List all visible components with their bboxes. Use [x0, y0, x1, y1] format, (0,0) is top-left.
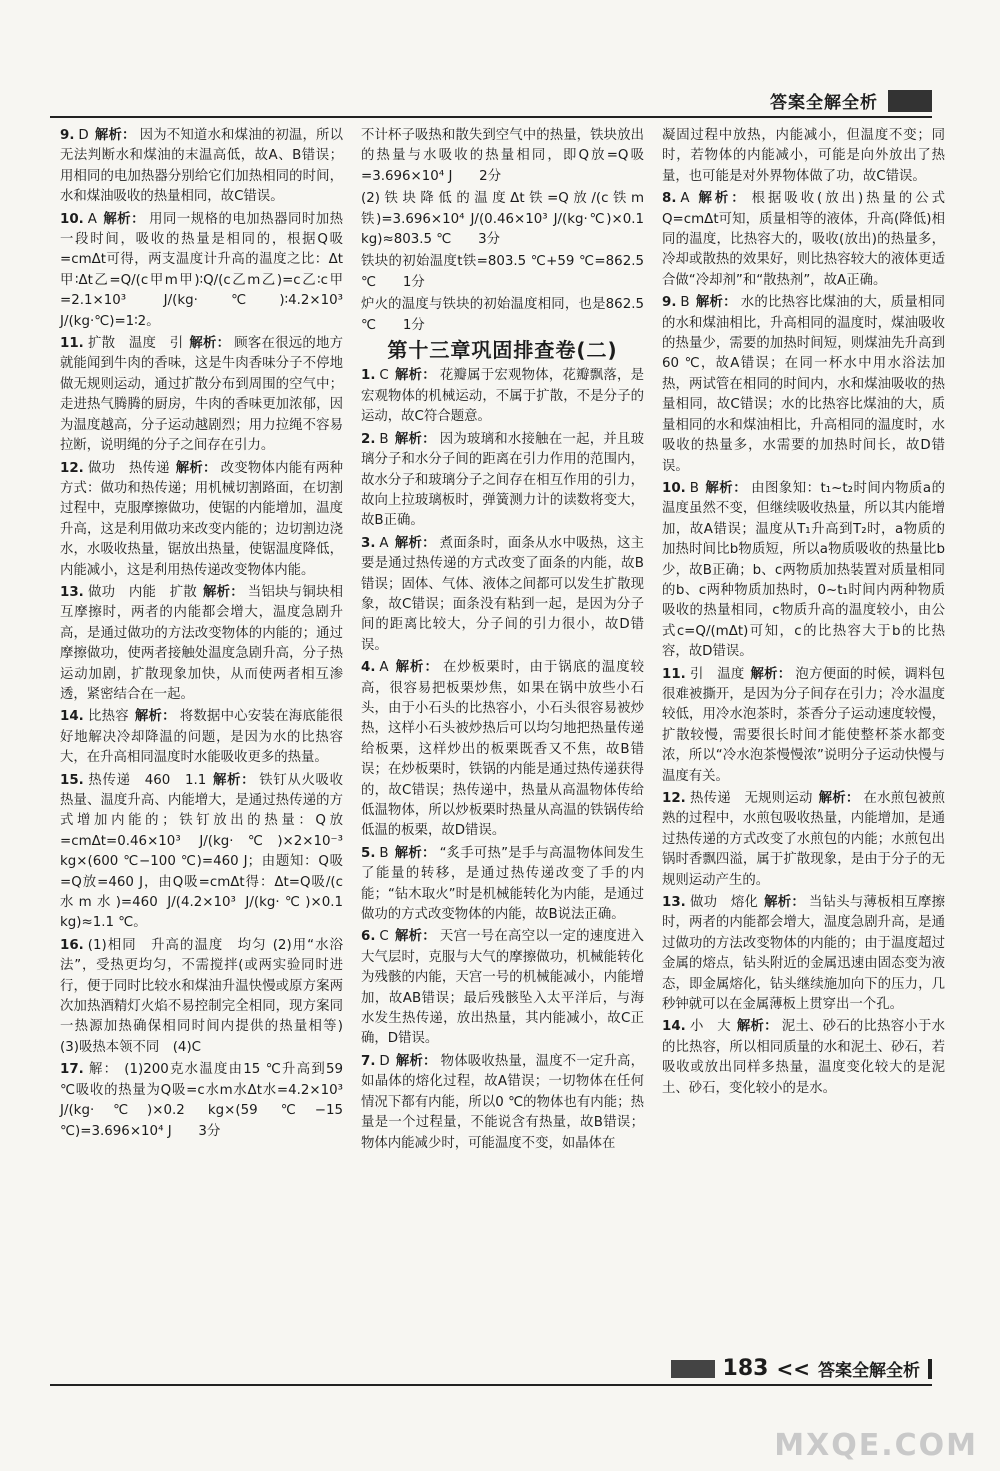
answer-text: (2)铁块降低的温度Δt铁=Q放/(c铁m铁)=3.696×10⁴ J/(0.46×10³ J/(kg·℃)×0.1 kg)≈803.5 ℃ 3分	[361, 191, 644, 248]
column-middle	[361, 126, 644, 1326]
answer-text: 炉火的温度与铁块的初始温度相同，也是862.5 ℃ 1分	[361, 297, 644, 333]
analysis-label: 解析：	[175, 460, 217, 476]
answer-explanation: 泡方便面的时候，调料包很难被撕开，是因为分子间存在引力；冷水温度较低，用冷水泡茶时，茶香分子运动速度较慢，扩散较慢，需要很长时间才能使整杯茶水都变浓，所以“冷水泡茶慢慢浓”说明分子运动快慢与温度有关。	[662, 666, 946, 784]
answer-explanation: 天宫一号在高空以一定的速度进入大气层时，克服与大气的摩擦做功，机械能转化为残骸的内能，天宫一号的机械能减小，内能增加，故AB错误；最后残骸坠入太平洋后，与海水发生热传递，放出热量，其内能减小，故C正确，D错误。	[361, 929, 645, 1047]
answer-key: (1)相同 升高的温度 均匀	[87, 937, 267, 953]
answer-item	[662, 189, 945, 291]
answer-key: 做功 内能 扩散	[87, 584, 197, 600]
answer-text: 凝固过程中放热，内能减小，但温度不变；同时，若物体的内能减小，可能是向外放出了热量，也可能是对外界物体做了功，故C错误。	[662, 128, 945, 184]
answer-key: D	[78, 128, 89, 143]
answer-explanation: “炙手可热”是手与高温物体间发生了能量的转移，是通过热传递改变了手的内能；“钻木取火”时是机械能转化为内能，是通过做功的方式改变物体的内能，故B说法正确。	[361, 845, 645, 923]
analysis-label: 解析：	[394, 845, 436, 861]
analysis-label: 解析：	[212, 772, 256, 788]
answer-key: A	[680, 191, 690, 207]
answer-explanation: 将数据中心安装在海底能很好地解决冷却降温的问题，是因为水的比热容大，在升高相同温度时水能吸收更多的热量。	[60, 709, 344, 766]
answer-text: 不计杯子吸热和散失到空气中的热量，铁块放出的热量与水吸收的热量相同，即Q放=Q吸=3.696×10⁴ J 2分	[361, 128, 644, 184]
question-number: 13.	[60, 584, 84, 600]
analysis-label: 解析：	[764, 895, 805, 911]
answer-item	[361, 927, 644, 1049]
question-number: 2.	[361, 431, 376, 447]
watermark-logo: MXQE.COM	[774, 1428, 978, 1463]
answer-item	[361, 658, 644, 842]
answer-key: 做功 熔化	[689, 895, 759, 911]
header-block	[888, 90, 932, 112]
answer-explanation: 改变物体内能有两种方式：做功和热传递；用机械切割路面，在切割过程中，克服摩擦做功，使锯的内能增加，温度升高，这是利用做功来改变内能的；边切割边浇水，水吸收热量，锯放出热量，使锯温度降低，内能减小，这是利用热传递改变物体内能。	[60, 460, 344, 578]
question-number: 1.	[361, 368, 376, 384]
question-number: 7.	[361, 1053, 376, 1069]
question-number: 5.	[361, 845, 376, 861]
question-number: 11.	[60, 336, 84, 352]
answer-item	[662, 665, 945, 787]
answer-item	[662, 479, 945, 663]
answer-explanation: (1)200克水温度由15 ℃升高到59 ℃吸收的热量为Q吸=c水m水Δt水=4.2×10³ J/(kg·℃)×0.2 kg×(59 ℃−15 ℃)=3.696×10⁴ J 3分	[60, 1062, 344, 1139]
section-title: 第十三章巩固排查卷(二)	[387, 338, 618, 363]
answer-key: B	[379, 431, 389, 447]
footer-end-bar	[928, 1359, 932, 1379]
answer-explanation: 用同一规格的电加热器同时加热一段时间，吸收的热量是相同的，根据Q吸=cmΔt可得，两支温度计升高的温度之比：Δt甲∶Δt乙=Q/(c甲m甲)∶Q/(c乙m乙)=c乙∶c甲=2.1×10³ J/(kg·℃)∶4.2×10³ J/(kg·℃)=1∶2。	[60, 211, 344, 329]
question-number: 4.	[361, 660, 376, 676]
answer-explanation: 由图象知：t₁~t₂时间内物质a的温度虽然不变，但继续吸收热量，所以其内能增加，故A错误；温度从T₁升高到T₂时，a物质的加热时间比b物质短，所以a物质吸收的热量比b少，故B正确；b、c两物质加热装置对质量相同的b、c两种物质加热时，0~t₁时间内两种物质吸收的热量相同，c物质升高的温度较小，由公式c=Q/(mΔt)可知，c的比热容大于b的比热容，故D错误。	[662, 480, 945, 660]
answer-item	[662, 789, 945, 891]
answer-explanation: 因为玻璃和水接触在一起，并且玻璃分子和水分子间的距离在引力作用的范围内，故水分子和玻璃分子之间存在相互作用的引力，故向上拉玻璃板时，弹簧测力计的读数将变大，故B正确。	[361, 431, 645, 529]
question-number: 3.	[361, 535, 376, 551]
analysis-label: 解析：	[695, 295, 737, 311]
answer-item	[662, 293, 945, 477]
answer-key: C	[379, 368, 389, 384]
header-tab	[770, 88, 932, 113]
analysis-label: 解析：	[736, 1019, 778, 1035]
analysis-label: 解析：	[394, 431, 436, 447]
question-number: 10.	[60, 211, 84, 227]
analysis-label: 解析：	[102, 211, 146, 227]
answer-explanation: 在水煎包被煎熟的过程中，水煎包吸收热量，内能增加，是通过热传递的方式改变了水煎包的内能；水煎包出锅时香飘四溢，属于扩散现象，是由于分子的无规则运动产生的。	[662, 791, 946, 888]
answer-key: 引 温度	[689, 666, 745, 682]
question-number: 9.	[662, 295, 677, 311]
footer-bar	[671, 1360, 715, 1378]
question-number: 15.	[60, 772, 84, 788]
analysis-label: 解析：	[394, 929, 436, 945]
analysis-label: 解析：	[695, 191, 748, 207]
answer-text: 铁块的初始温度t铁=803.5 ℃+59 ℃=862.5 ℃ 1分	[361, 254, 644, 290]
answer-key: B	[379, 845, 389, 861]
question-number: 16.	[60, 937, 84, 953]
question-number: 12.	[60, 460, 84, 476]
analysis-label: 解析：	[94, 128, 136, 143]
answer-explanation: (2)用“水浴法”，受热更均匀，不需搅拌(或两实验同时进行，便于同时比较水和煤油升温快慢或原方案两次加热酒精灯火焰不易控制完全相同，现方案同一热源加热确保相同时间内提供的热量相等) (3)吸热本领不同 (4)C	[60, 937, 357, 1055]
question-number: 14.	[60, 709, 84, 725]
header-rule	[50, 116, 932, 118]
answer-explanation: 根据吸收(放出)热量的公式Q=cmΔt可知，质量相等的液体，升高(降低)相同的温度，比热容大的，吸收(放出)的热量多，冷却或散热的效果好，则比热容较大的液体更适合做“冷却剂”和“散热剂”，故A正确。	[662, 191, 945, 288]
analysis-label: 解析：	[704, 480, 748, 496]
answer-key: A	[87, 211, 97, 227]
column-left	[60, 126, 357, 1326]
answer-explanation: 物体吸收热量，温度不一定升高，如晶体的熔化过程，故A错误；一切物体在任何情况下都有内能，所以0 ℃的物体也有内能；热量是一个过程量，不能说含有热量，故B错误；物体内能减少时，可能温度不变，如晶体在	[361, 1053, 645, 1151]
answer-key: 小 大	[689, 1019, 731, 1035]
question-number: 14.	[662, 1019, 686, 1035]
analysis-label: 解析：	[750, 666, 792, 682]
answer-item	[361, 366, 644, 427]
answer-item	[60, 771, 343, 934]
answer-item	[361, 534, 644, 656]
answer-key: 热传递 无规则运动	[689, 791, 813, 806]
answer-item	[60, 459, 343, 581]
question-number: 13.	[662, 895, 686, 911]
answer-item	[361, 1052, 644, 1154]
answer-key: B	[680, 295, 690, 311]
question-number: 12.	[662, 791, 686, 806]
answer-explanation: 因为不知道水和煤油的初温，所以无法判断水和煤油的末温高低，故A、B错误；用相同的电加热器分别给它们加热相同的时间，水和煤油吸收的热量相同，故C错误。	[60, 128, 344, 205]
analysis-label: 解析：	[189, 336, 231, 352]
analysis-label: 解析：	[394, 660, 439, 676]
answer-key: A	[379, 535, 389, 551]
answer-key: 解：	[87, 1062, 119, 1078]
analysis-label: 解析：	[394, 535, 436, 551]
answer-explanation: 顾客在很远的地方就能闻到牛肉的香味，这是牛肉香味分子不停地做无规则运动，通过扩散分布到周围的空气中；走进热气腾腾的厨房，牛肉的香味更加浓郁，因为温度越高，分子运动越剧烈；用力拉绳不容易拉断，说明绳的分子之间存在引力。	[60, 336, 344, 454]
answer-key: 扩散 温度 引	[87, 336, 184, 352]
answer-item	[60, 210, 343, 332]
answer-explanation: 煮面条时，面条从水中吸热，这主要是通过热传递的方式改变了面条的内能，故B错误；固体、气体、液体之间都可以发生扩散现象，故C错误；面条没有粘到一起，是因为分子间的距离比较大，分子间的引力很小，故D错误。	[361, 535, 645, 653]
question-number: 9.	[60, 128, 75, 143]
answer-item	[662, 1017, 945, 1099]
question-number: 11.	[662, 666, 686, 682]
answer-key: C	[379, 929, 389, 945]
footer-rule	[50, 1384, 932, 1386]
question-number: 8.	[662, 191, 677, 207]
question-number: 6.	[361, 929, 376, 945]
answer-explanation: 花瓣属于宏观物体，花瓣飘落，是宏观物体的机械运动，不属于扩散，不是分子的运动，故C符合题意。	[361, 368, 645, 425]
answer-item	[60, 936, 357, 1058]
answer-item	[361, 844, 644, 926]
answer-explanation: 水的比热容比煤油的大，质量相同的水和煤油相比，升高相同的温度时，煤油吸收的热量少，需要的加热时间短，则煤油先升高到60 ℃，故A错误；在同一杯水中用水浴法加热，两试管在相同的时间内，水和煤油吸收的热量相同，故C错误；水的比热容比煤油的大，质量相同的水和煤油相比，升高相同的温度时，水吸收的热量多，水需要的加热时间长，故D错误。	[662, 295, 946, 474]
answer-explanation: 在炒板栗时，由于锅底的温度较高，很容易把板栗炒焦，如果在锅中放些小石头，由于小石头的比热容小，小石头很容易被炒热，这样小石头被炒热后可以均匀地把热量传递给板栗，这样炒出的板栗既香又不焦，故B错误；在炒板栗时，铁锅的内能是通过热传递获得的，故C错误；热传递中，热量从高温物体传给低温物体，所以炒板栗时热量从高温的铁锅传给低温的板栗，故D错误。	[361, 660, 645, 839]
footer-label: 答案全解全析	[818, 1361, 920, 1381]
answer-columns	[60, 126, 945, 1326]
analysis-label: 解析：	[134, 709, 176, 725]
chevrons-icon: <<	[776, 1356, 810, 1381]
answer-explanation: 当钻头与薄板相互摩擦时，两者的内能都会增大，温度急剧升高，是通过做功的方法改变物体的内能的；由于温度超过金属的熔点，钻头附近的金属迅速由固态变为液态，即金属熔化，钻头继续施加向下的压力，几秒钟就可以在金属薄板上贯穿出一个孔。	[662, 895, 946, 1013]
answer-key: 热传递 460 1.1	[87, 772, 207, 788]
answer-explanation: 铁钉从火吸收热量、温度升高、内能增大，是通过热传递的方式增加内能的；铁钉放出的热量：Q放=cmΔt=0.46×10³ J/(kg·℃)×2×10⁻³ kg×(600 ℃−100 ℃)=460 J；由题知：Q吸=Q放=460 J，由Q吸=cmΔt得：Δt=Q吸/(c水m水)=460 J/(4.2×10³ J/(kg·℃)×0.1 kg)≈1.1 ℃。	[60, 772, 343, 931]
answer-item	[60, 1060, 343, 1142]
page-number: 183	[722, 1356, 769, 1381]
answer-key: A	[379, 660, 389, 676]
answer-item	[361, 430, 644, 532]
answer-key: 比热容	[87, 709, 129, 725]
answer-key: 做功 热传递	[87, 460, 170, 476]
answer-explanation: 当铝块与铜块相互摩擦时，两者的内能都会增大，温度急剧升高，是通过做功的方法改变物体的内能的；通过摩擦做功，使两者接触处温度急剧升高，分子热运动加剧，扩散现象加快，从而使两者相互渗透，紧密结合在一起。	[60, 584, 344, 702]
analysis-label: 解析：	[818, 791, 860, 806]
header-title: 答案全解全析	[770, 93, 878, 113]
answer-item	[60, 126, 343, 208]
analysis-label: 解析：	[394, 368, 436, 384]
answer-key: B	[689, 480, 699, 496]
question-number: 10.	[662, 480, 686, 496]
analysis-label: 解析：	[202, 584, 244, 600]
column-right	[662, 126, 945, 1326]
answer-item	[60, 583, 343, 705]
answer-explanation: 泥土、砂石的比热容小于水的比热容，所以相同质量的水和泥土、砂石，若吸收或放出同样多热量，温度变化较大的是泥土、砂石，变化较小的是水。	[662, 1019, 946, 1096]
question-number: 17.	[60, 1062, 84, 1078]
answer-item	[60, 334, 343, 456]
footer	[671, 1356, 932, 1381]
analysis-label: 解析：	[395, 1053, 437, 1069]
answer-key: D	[379, 1053, 390, 1069]
answer-item	[60, 707, 343, 768]
answer-item	[662, 893, 945, 1015]
